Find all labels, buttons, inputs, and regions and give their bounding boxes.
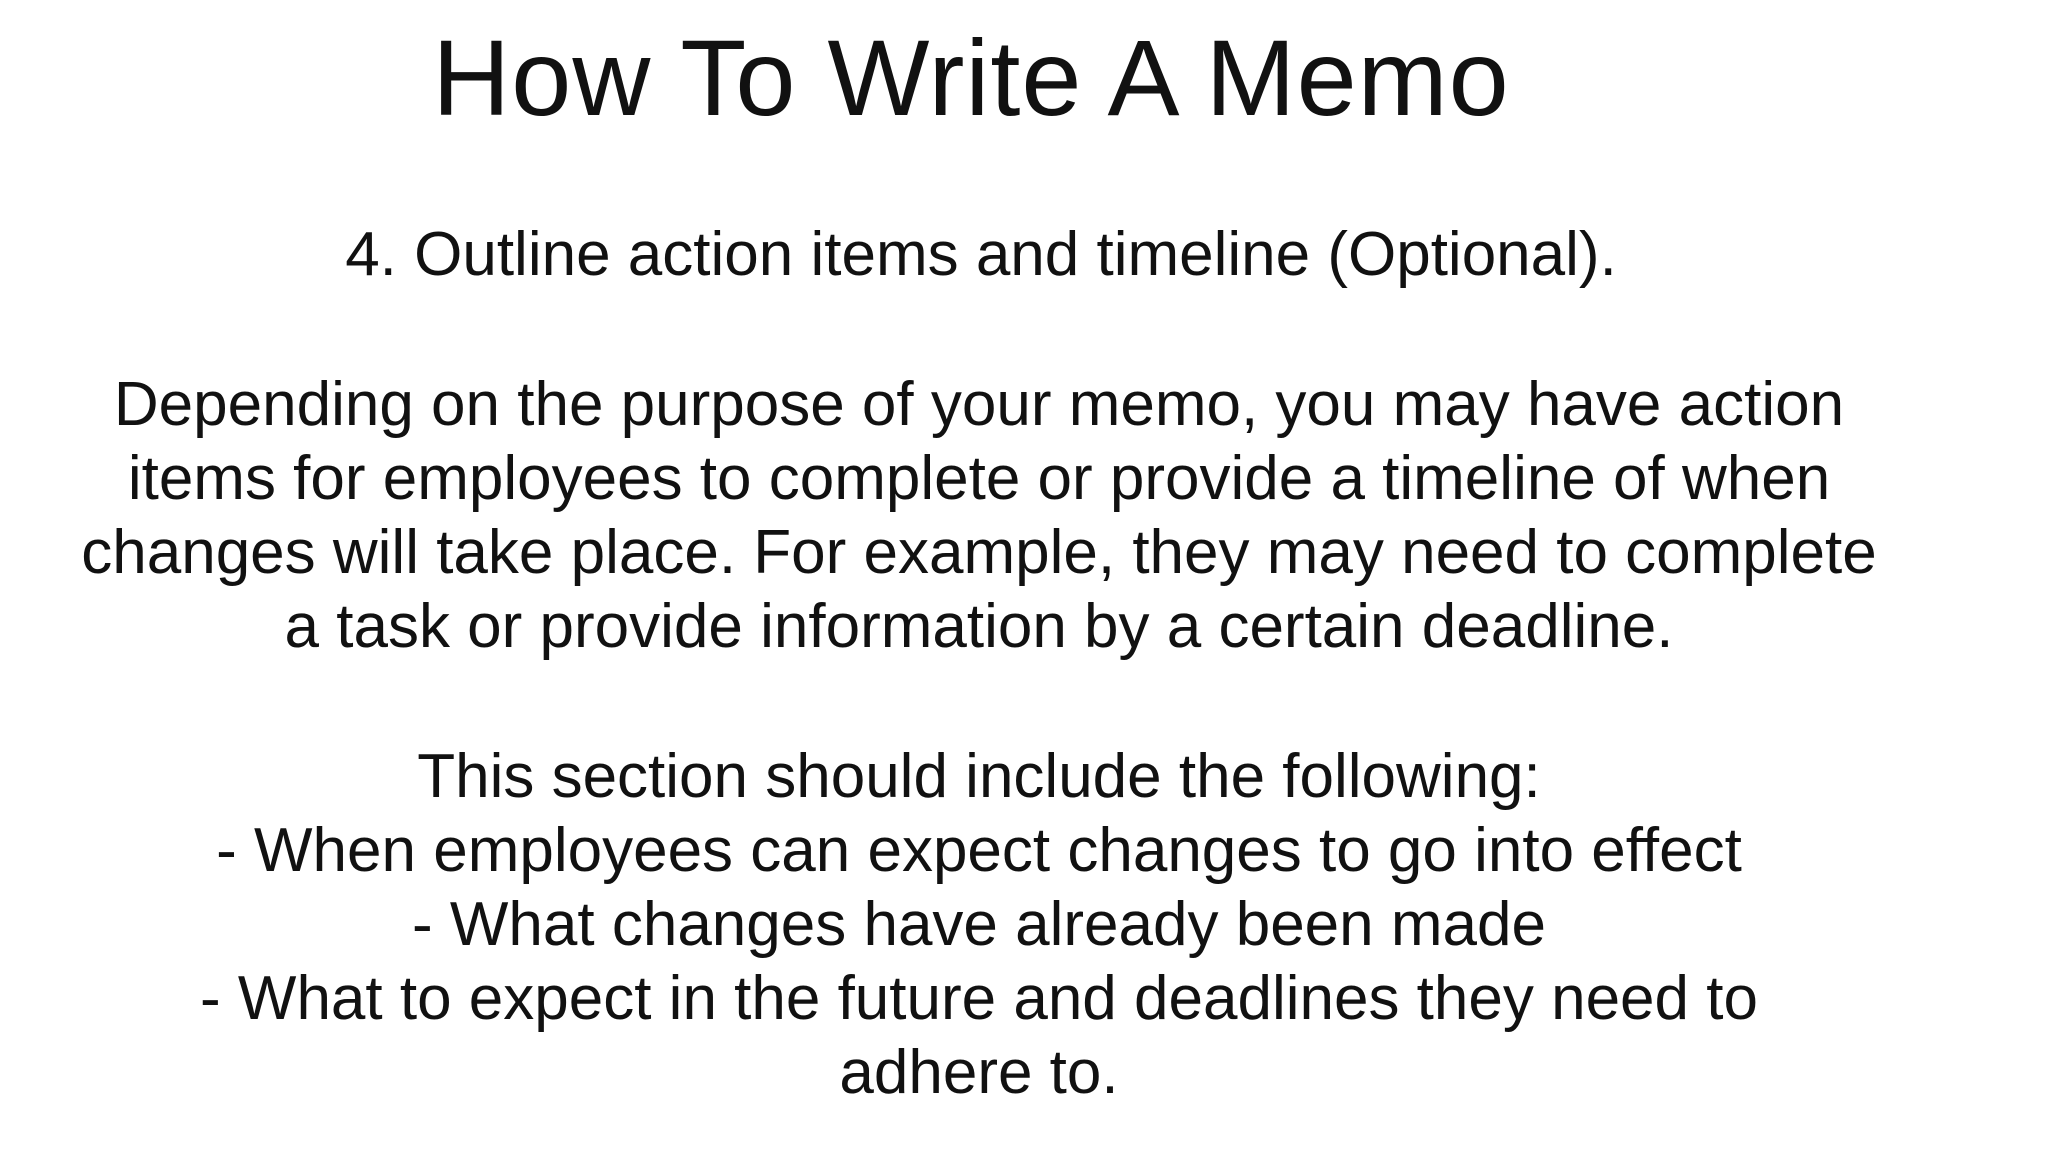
section-intro: This section should include the following:	[417, 742, 1541, 811]
paragraph-line: a task or provide information by a certain deadline.	[284, 592, 1674, 661]
paragraph-line: changes will take place. For example, they may need to complete	[81, 518, 1877, 587]
list-item-continuation: adhere to.	[839, 1038, 1119, 1107]
paragraph-line: items for employees to complete or provide a timeline of when	[127, 444, 1831, 513]
list-item: - What changes have already been made	[412, 890, 1546, 959]
action-items-paragraph	[0, 368, 1958, 664]
step-heading: 4. Outline action items and timeline (Optional).	[345, 220, 1617, 289]
paragraph-line: Depending on the purpose of your memo, you may have action	[113, 370, 1845, 439]
slide-title: How To Write A Memo	[432, 17, 1510, 138]
list-item: - What to expect in the future and deadlines they need to	[200, 964, 1758, 1033]
list-item: - When employees can expect changes to go into effect	[216, 816, 1742, 885]
section-content-list	[0, 740, 1958, 1110]
